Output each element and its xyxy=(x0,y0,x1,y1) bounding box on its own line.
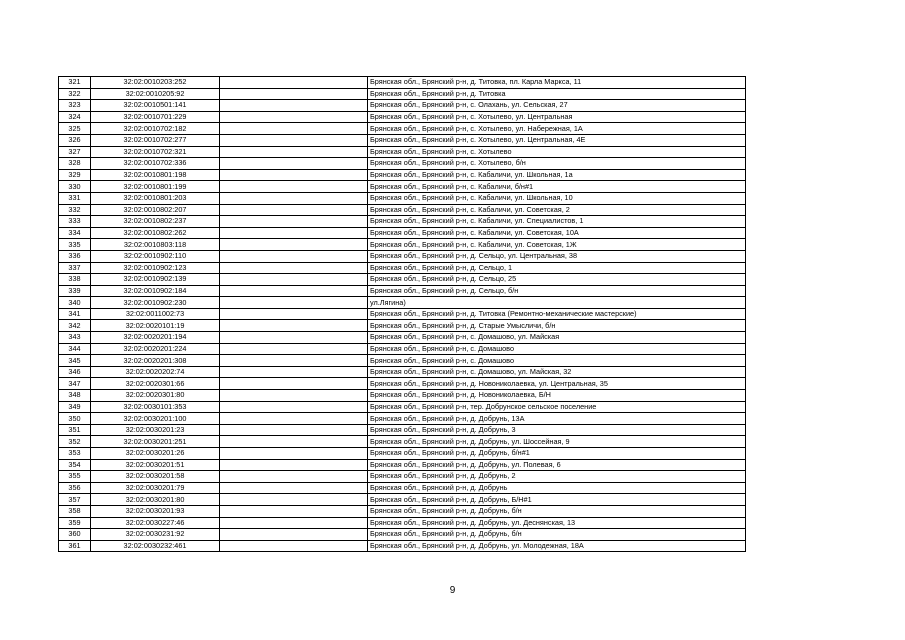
table-row xyxy=(59,529,746,541)
address: Брянская обл., Брянский р-н, д. Сельцо, 1 xyxy=(368,262,746,274)
blank-cell xyxy=(220,227,368,239)
row-number: 344 xyxy=(59,343,91,355)
blank-cell xyxy=(220,169,368,181)
cadastral-number: 32:02:0010802:237 xyxy=(91,216,220,228)
cadastral-number: 32:02:0010203:252 xyxy=(91,77,220,89)
cadastral-number: 32:02:0030201:79 xyxy=(91,482,220,494)
table-row xyxy=(59,366,746,378)
address: Брянская обл., Брянский р-н, д. Старые Умысличи, б/н xyxy=(368,320,746,332)
address: Брянская обл., Брянский р-н, с. Кабаличи, ул. Школьная, 10 xyxy=(368,192,746,204)
blank-cell xyxy=(220,285,368,297)
row-number: 342 xyxy=(59,320,91,332)
table-row xyxy=(59,459,746,471)
blank-cell xyxy=(220,297,368,309)
row-number: 341 xyxy=(59,308,91,320)
blank-cell xyxy=(220,332,368,344)
table-row xyxy=(59,355,746,367)
row-number: 361 xyxy=(59,540,91,552)
address: Брянская обл., Брянский р-н, с. Хотылево xyxy=(368,146,746,158)
row-number: 340 xyxy=(59,297,91,309)
cadastral-number: 32:02:0010702:321 xyxy=(91,146,220,158)
address: Брянская обл., Брянский р-н, д. Титовка (Ремонтно-механические мастерские) xyxy=(368,308,746,320)
address: Брянская обл., Брянский р-н, д. Новониколаевка, ул. Центральная, 35 xyxy=(368,378,746,390)
row-number: 338 xyxy=(59,274,91,286)
blank-cell xyxy=(220,77,368,89)
table-row xyxy=(59,77,746,89)
blank-cell xyxy=(220,390,368,402)
blank-cell xyxy=(220,204,368,216)
table-row xyxy=(59,285,746,297)
cadastral-number: 32:02:0020201:224 xyxy=(91,343,220,355)
blank-cell xyxy=(220,494,368,506)
address: Брянская обл., Брянский р-н, с. Домашово xyxy=(368,355,746,367)
address: Брянская обл., Брянский р-н, д. Сельцо, 25 xyxy=(368,274,746,286)
table-row xyxy=(59,169,746,181)
cadastral-number: 32:02:0030201:51 xyxy=(91,459,220,471)
row-number: 327 xyxy=(59,146,91,158)
cadastral-number: 32:02:0010902:110 xyxy=(91,250,220,262)
row-number: 345 xyxy=(59,355,91,367)
blank-cell xyxy=(220,436,368,448)
address: Брянская обл., Брянский р-н, д. Добрунь, 3 xyxy=(368,424,746,436)
table-row xyxy=(59,401,746,413)
row-number: 348 xyxy=(59,390,91,402)
row-number: 322 xyxy=(59,88,91,100)
cadastral-number: 32:02:0010501:141 xyxy=(91,100,220,112)
table-row xyxy=(59,517,746,529)
address: Брянская обл., Брянский р-н, с. Кабаличи, б/н#1 xyxy=(368,181,746,193)
address: Брянская обл., Брянский р-н, д. Титовка, пл. Карла Маркса, 11 xyxy=(368,77,746,89)
blank-cell xyxy=(220,111,368,123)
table-row xyxy=(59,308,746,320)
blank-cell xyxy=(220,100,368,112)
row-number: 323 xyxy=(59,100,91,112)
address: Брянская обл., Брянский р-н, д. Добрунь, б/н xyxy=(368,505,746,517)
cadastral-number: 32:02:0020301:66 xyxy=(91,378,220,390)
table-row xyxy=(59,471,746,483)
address: Брянская обл., Брянский р-н, д. Добрунь, 13А xyxy=(368,413,746,425)
row-number: 360 xyxy=(59,529,91,541)
cadastral-number: 32:02:0030201:100 xyxy=(91,413,220,425)
cadastral-number: 32:02:0030101:353 xyxy=(91,401,220,413)
address: Брянская обл., Брянский р-н, тер. Добрунское сельское поселение xyxy=(368,401,746,413)
blank-cell xyxy=(220,424,368,436)
blank-cell xyxy=(220,181,368,193)
row-number: 346 xyxy=(59,366,91,378)
blank-cell xyxy=(220,471,368,483)
row-number: 356 xyxy=(59,482,91,494)
table-row xyxy=(59,436,746,448)
row-number: 336 xyxy=(59,250,91,262)
address: Брянская обл., Брянский р-н, с. Домашово, ул. Майская, 32 xyxy=(368,366,746,378)
blank-cell xyxy=(220,134,368,146)
page-number: 9 xyxy=(449,585,456,596)
address: Брянская обл., Брянский р-н, с. Хотылево, б/н xyxy=(368,158,746,170)
table-row xyxy=(59,158,746,170)
address: Брянская обл., Брянский р-н, д. Добрунь xyxy=(368,482,746,494)
address: Брянская обл., Брянский р-н, с. Хотылево, ул. Набережная, 1А xyxy=(368,123,746,135)
row-number: 350 xyxy=(59,413,91,425)
address: Брянская обл., Брянский р-н, д. Титовка xyxy=(368,88,746,100)
registry-table xyxy=(58,76,746,552)
table-row xyxy=(59,494,746,506)
cadastral-number: 32:02:0010702:182 xyxy=(91,123,220,135)
cadastral-number: 32:02:0010205:92 xyxy=(91,88,220,100)
address: Брянская обл., Брянский р-н, д. Добрунь, б/н xyxy=(368,529,746,541)
blank-cell xyxy=(220,146,368,158)
blank-cell xyxy=(220,517,368,529)
table-row xyxy=(59,424,746,436)
table-row xyxy=(59,134,746,146)
cadastral-number: 32:02:0030201:23 xyxy=(91,424,220,436)
row-number: 335 xyxy=(59,239,91,251)
blank-cell xyxy=(220,320,368,332)
registry-table-body xyxy=(59,77,746,552)
table-row xyxy=(59,540,746,552)
table-row xyxy=(59,320,746,332)
table-row xyxy=(59,413,746,425)
blank-cell xyxy=(220,343,368,355)
table-row xyxy=(59,378,746,390)
cadastral-number: 32:02:0010902:184 xyxy=(91,285,220,297)
row-number: 351 xyxy=(59,424,91,436)
blank-cell xyxy=(220,413,368,425)
row-number: 325 xyxy=(59,123,91,135)
address: Брянская обл., Брянский р-н, с. Домашово, ул. Майская xyxy=(368,332,746,344)
table-row xyxy=(59,482,746,494)
address: Брянская обл., Брянский р-н, с. Домашово xyxy=(368,343,746,355)
row-number: 332 xyxy=(59,204,91,216)
cadastral-number: 32:02:0030231:92 xyxy=(91,529,220,541)
cadastral-number: 32:02:0010802:262 xyxy=(91,227,220,239)
blank-cell xyxy=(220,355,368,367)
blank-cell xyxy=(220,216,368,228)
row-number: 321 xyxy=(59,77,91,89)
address: Брянская обл., Брянский р-н, д. Сельцо, б/н xyxy=(368,285,746,297)
row-number: 354 xyxy=(59,459,91,471)
blank-cell xyxy=(220,459,368,471)
table-row xyxy=(59,111,746,123)
table-row xyxy=(59,448,746,460)
table-row xyxy=(59,250,746,262)
address: Брянская обл., Брянский р-н, с. Кабаличи, ул. Советская, 2 xyxy=(368,204,746,216)
cadastral-number: 32:02:0020301:80 xyxy=(91,390,220,402)
blank-cell xyxy=(220,448,368,460)
blank-cell xyxy=(220,158,368,170)
row-number: 324 xyxy=(59,111,91,123)
table-row xyxy=(59,262,746,274)
cadastral-number: 32:02:0010801:198 xyxy=(91,169,220,181)
row-number: 328 xyxy=(59,158,91,170)
address: Брянская обл., Брянский р-н, д. Добрунь, б/н#1 xyxy=(368,448,746,460)
cadastral-number: 32:02:0010803:118 xyxy=(91,239,220,251)
address: Брянская обл., Брянский р-н, д. Добрунь, Б/Н#1 xyxy=(368,494,746,506)
cadastral-number: 32:02:0010902:123 xyxy=(91,262,220,274)
table-row xyxy=(59,181,746,193)
address: Брянская обл., Брянский р-н, д. Добрунь, ул. Полевая, 6 xyxy=(368,459,746,471)
address: Брянская обл., Брянский р-н, с. Кабаличи, ул. Советская, 10А xyxy=(368,227,746,239)
address: Брянская обл., Брянский р-н, с. Кабаличи, ул. Школьная, 1а xyxy=(368,169,746,181)
cadastral-number: 32:02:0030201:26 xyxy=(91,448,220,460)
row-number: 349 xyxy=(59,401,91,413)
blank-cell xyxy=(220,378,368,390)
blank-cell xyxy=(220,239,368,251)
blank-cell xyxy=(220,250,368,262)
cadastral-number: 32:02:0010702:336 xyxy=(91,158,220,170)
address: ул.Лягина) xyxy=(368,297,746,309)
row-number: 329 xyxy=(59,169,91,181)
blank-cell xyxy=(220,262,368,274)
address: Брянская обл., Брянский р-н, д. Новониколаевка, Б/Н xyxy=(368,390,746,402)
table-row xyxy=(59,343,746,355)
row-number: 355 xyxy=(59,471,91,483)
cadastral-number: 32:02:0020201:308 xyxy=(91,355,220,367)
address: Брянская обл., Брянский р-н, д. Сельцо, ул. Центральная, 38 xyxy=(368,250,746,262)
row-number: 330 xyxy=(59,181,91,193)
table-row xyxy=(59,88,746,100)
row-number: 326 xyxy=(59,134,91,146)
address: Брянская обл., Брянский р-н, д. Добрунь, ул. Шоссейная, 9 xyxy=(368,436,746,448)
table-row xyxy=(59,239,746,251)
row-number: 331 xyxy=(59,192,91,204)
row-number: 353 xyxy=(59,448,91,460)
cadastral-number: 32:02:0030201:251 xyxy=(91,436,220,448)
address: Брянская обл., Брянский р-н, с. Олахань, ул. Сельская, 27 xyxy=(368,100,746,112)
table-row xyxy=(59,274,746,286)
cadastral-number: 32:02:0030201:80 xyxy=(91,494,220,506)
cadastral-number: 32:02:0010902:230 xyxy=(91,297,220,309)
table-row xyxy=(59,146,746,158)
cadastral-number: 32:02:0010802:207 xyxy=(91,204,220,216)
row-number: 339 xyxy=(59,285,91,297)
row-number: 357 xyxy=(59,494,91,506)
cadastral-number: 32:02:0010702:277 xyxy=(91,134,220,146)
table-row xyxy=(59,192,746,204)
row-number: 334 xyxy=(59,227,91,239)
row-number: 333 xyxy=(59,216,91,228)
cadastral-number: 32:02:0030201:93 xyxy=(91,505,220,517)
address: Брянская обл., Брянский р-н, с. Кабаличи, ул. Советская, 1Ж xyxy=(368,239,746,251)
table-row xyxy=(59,204,746,216)
row-number: 359 xyxy=(59,517,91,529)
address: Брянская обл., Брянский р-н, д. Добрунь, ул. Деснянская, 13 xyxy=(368,517,746,529)
blank-cell xyxy=(220,401,368,413)
blank-cell xyxy=(220,192,368,204)
table-row xyxy=(59,100,746,112)
cadastral-number: 32:02:0010701:229 xyxy=(91,111,220,123)
blank-cell xyxy=(220,308,368,320)
blank-cell xyxy=(220,505,368,517)
table-row xyxy=(59,297,746,309)
cadastral-number: 32:02:0010902:139 xyxy=(91,274,220,286)
cadastral-number: 32:02:0030227:46 xyxy=(91,517,220,529)
blank-cell xyxy=(220,274,368,286)
cadastral-number: 32:02:0020201:194 xyxy=(91,332,220,344)
blank-cell xyxy=(220,88,368,100)
cadastral-number: 32:02:0030201:58 xyxy=(91,471,220,483)
address: Брянская обл., Брянский р-н, с. Хотылево, ул. Центральная, 4Е xyxy=(368,134,746,146)
row-number: 352 xyxy=(59,436,91,448)
table-row xyxy=(59,227,746,239)
table-row xyxy=(59,390,746,402)
blank-cell xyxy=(220,540,368,552)
cadastral-number: 32:02:0020101:19 xyxy=(91,320,220,332)
cadastral-number: 32:02:0010801:203 xyxy=(91,192,220,204)
blank-cell xyxy=(220,366,368,378)
table-row xyxy=(59,505,746,517)
row-number: 358 xyxy=(59,505,91,517)
table-row xyxy=(59,123,746,135)
row-number: 347 xyxy=(59,378,91,390)
row-number: 343 xyxy=(59,332,91,344)
cadastral-number: 32:02:0030232:461 xyxy=(91,540,220,552)
blank-cell xyxy=(220,123,368,135)
table-row xyxy=(59,216,746,228)
address: Брянская обл., Брянский р-н, с. Кабаличи, ул. Специалистов, 1 xyxy=(368,216,746,228)
blank-cell xyxy=(220,529,368,541)
address: Брянская обл., Брянский р-н, с. Хотылево, ул. Центральная xyxy=(368,111,746,123)
address: Брянская обл., Брянский р-н, д. Добрунь, 2 xyxy=(368,471,746,483)
cadastral-number: 32:02:0020202:74 xyxy=(91,366,220,378)
table-row xyxy=(59,332,746,344)
address: Брянская обл., Брянский р-н, д. Добрунь, ул. Молодежная, 18А xyxy=(368,540,746,552)
row-number: 337 xyxy=(59,262,91,274)
cadastral-number: 32:02:0010801:199 xyxy=(91,181,220,193)
cadastral-number: 32:02:0011002:73 xyxy=(91,308,220,320)
blank-cell xyxy=(220,482,368,494)
